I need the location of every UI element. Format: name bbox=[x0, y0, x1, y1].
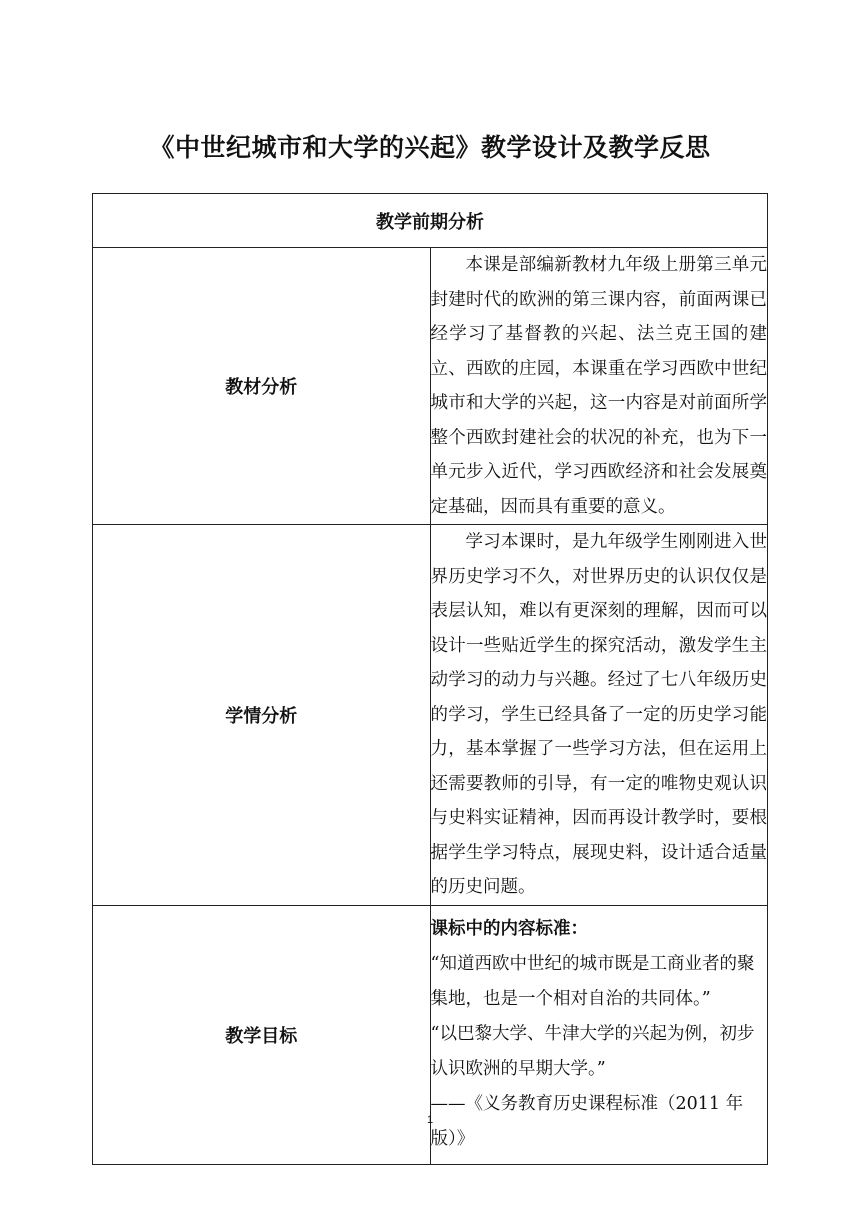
document-title: 《中世纪城市和大学的兴起》教学设计及教学反思 bbox=[149, 133, 711, 162]
goals-heading: 课标中的内容标准： bbox=[430, 919, 588, 939]
goals-quote-2: “以巴黎大学、牛津大学的兴起为例，初步认识欧洲的早期大学。” bbox=[430, 1024, 755, 1079]
textbook-analysis-text: 本课是部编新教材九年级上册第三单元封建时代的欧洲的第三课内容，前面两课已经学习了基督教的兴起、法兰克王国的建立、西欧的庄园，本课重在学习西欧中世纪城市和大学的兴起，这一内容是对前面所学整个西欧封建社会的状况的补充，也为下一单元步入近代，学习西欧经济和社会发展奠定基础，因而具有重要的意义。 bbox=[430, 255, 767, 517]
student-analysis-text: 学习本课时，是九年级学生刚刚进入世界历史学习不久，对世界历史的认识仅仅是表层认知，难以有更深刻的理解，因而可以设计一些贴近学生的探究活动，激发学生主动学习的动力与兴趣。经过了七八年级历史的学习，学生已经具备了一定的历史学习能力，基本掌握了一些学习方法，但在运用上还需要教师的引导，有一定的唯物史观认识与史料实证精神，因而再设计教学时，要根据学生学习特点，展现史料，设计适合适量的历史问题。 bbox=[430, 532, 767, 897]
row-label-student-analysis: 学情分析 bbox=[93, 525, 431, 906]
row-content-student-analysis bbox=[430, 525, 768, 906]
table-row bbox=[93, 525, 768, 906]
goals-quote-1: “知道西欧中世纪的城市既是工商业者的聚集地，也是一个相对自治的共同体。” bbox=[430, 954, 755, 1009]
goals-source: ——《义务教育历史课程标准（2011 年版）》 bbox=[430, 1094, 744, 1149]
row-label-textbook-analysis: 教材分析 bbox=[93, 248, 431, 525]
table-header: 教学前期分析 bbox=[93, 194, 768, 248]
row-content-textbook-analysis bbox=[430, 248, 768, 525]
row-label-teaching-goals: 教学目标 bbox=[93, 905, 431, 1164]
table-row bbox=[93, 248, 768, 525]
analysis-table bbox=[92, 193, 768, 1165]
page-number: 1 bbox=[426, 1114, 434, 1126]
table-header-row bbox=[93, 194, 768, 248]
